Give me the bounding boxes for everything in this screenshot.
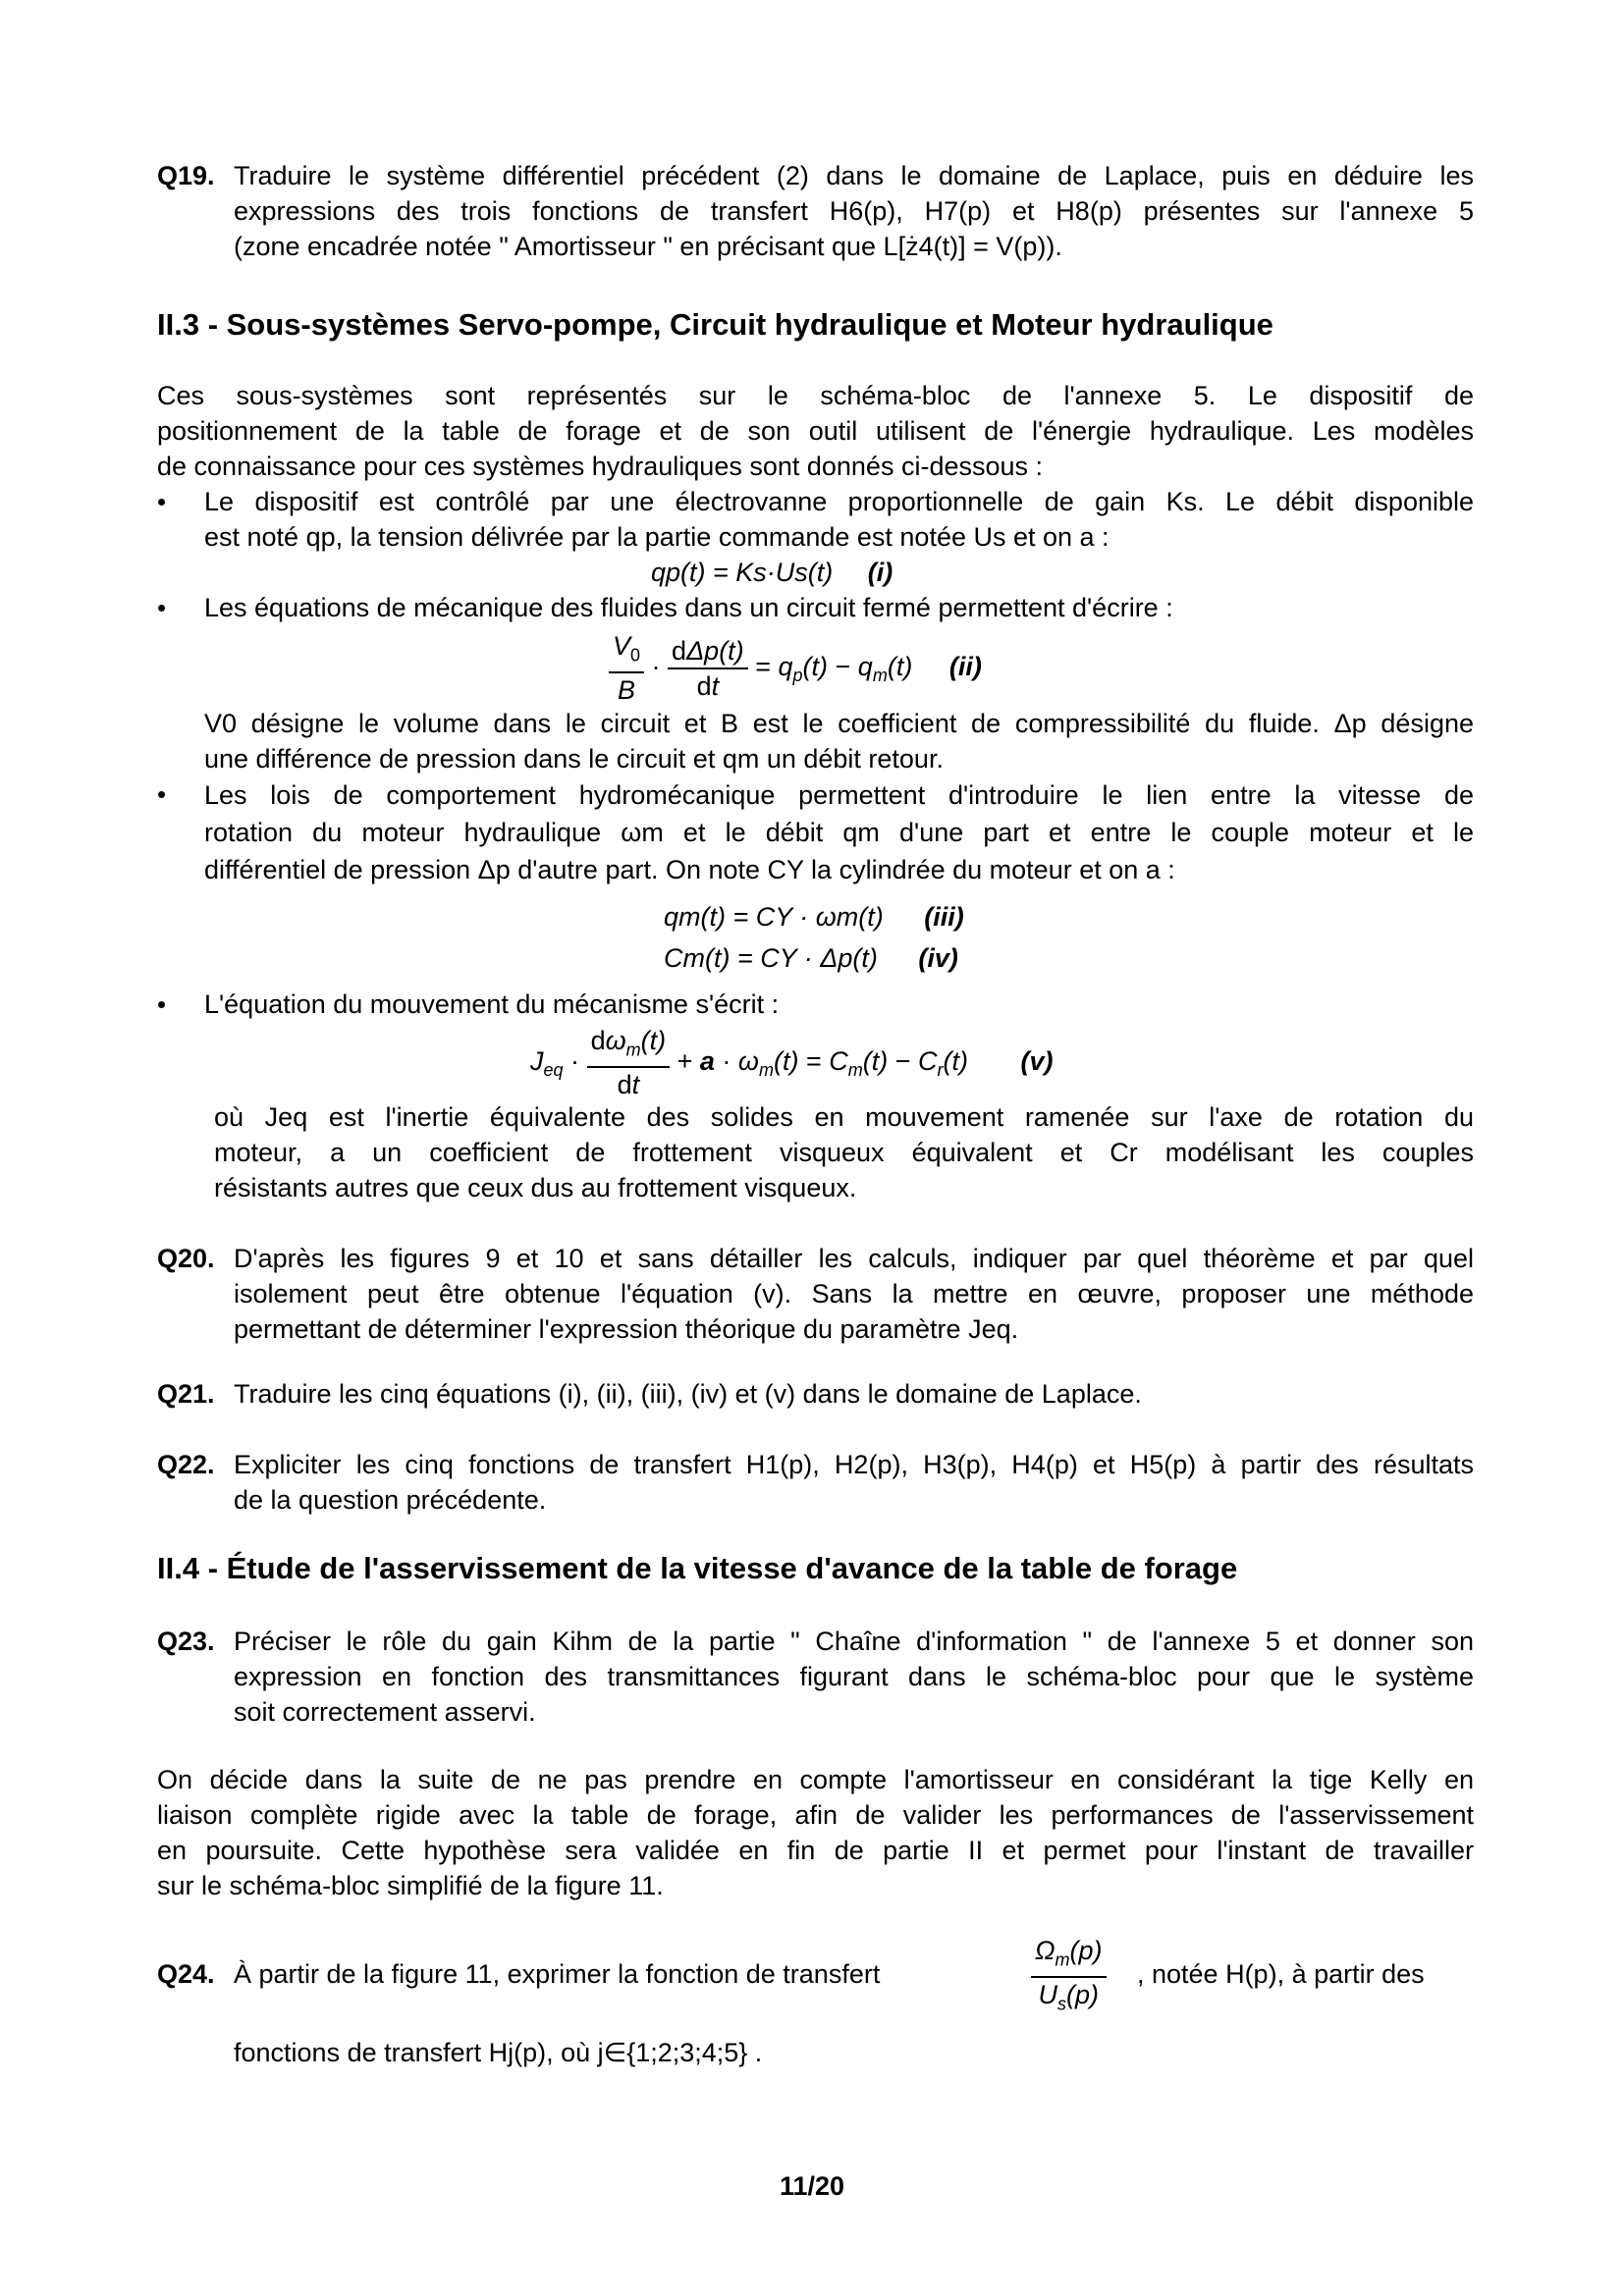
bullet-3-line-2: rotation du moteur hydraulique ωm et le débit qm d'une part et entre le couple moteur et le [204, 818, 1474, 847]
bullet-1-text [204, 484, 1474, 555]
bullet-2-after-line-2: une différence de pression dans le circuit et qm un débit retour. [204, 744, 944, 774]
bullet-4-line-1: L'équation du mouvement du mécanisme s'écrit : [204, 989, 780, 1019]
para-line-4: sur le schéma-bloc simplifié de la figure 11. [157, 1871, 664, 1900]
equation-iii-body: qm(t) = CY · ωm(t) [664, 902, 884, 932]
q21-number: Q21. [157, 1379, 215, 1409]
section-title-ii3: II.3 - Sous-systèmes Servo-pompe, Circuit hydraulique et Moteur hydraulique [157, 307, 1273, 342]
bullet-2-after-line-1: V0 désigne le volume dans le circuit et B est le coefficient de compressibilité du fluide. Δp désigne [204, 709, 1474, 738]
equation-i-body: qp(t) = Ks·Us(t) [651, 558, 834, 587]
equation-i-label: (i) [867, 558, 893, 587]
q19-line-1: Traduire le système différentiel précédent (2) dans le domaine de Laplace, puis en déduire les [234, 161, 1474, 190]
bullet-4-after-line-2: moteur, a un coefficient de frottement visqueux équivalent et Cr modélisant les couples [214, 1138, 1474, 1167]
q23-line-2: expression en fonction des transmittances figurant dans le schéma-bloc pour que le système [234, 1662, 1474, 1691]
q20-number: Q20. [157, 1244, 215, 1273]
equation-ii-label: (ii) [948, 651, 982, 681]
bullet-4-after [214, 1099, 1474, 1205]
q21-line-1: Traduire les cinq équations (i), (ii), (iii), (iv) et (v) dans le domaine de Laplace. [234, 1379, 1142, 1409]
q23-text [234, 1624, 1474, 1730]
bullet-2-after [204, 706, 1474, 776]
intro-paragraph [157, 378, 1474, 484]
bullet-4-after-line-1: où Jeq est l'inertie équivalente des solides en mouvement ramenée sur l'axe de rotation du [214, 1102, 1474, 1132]
fraction-domega-dt: $\frac{d\omega_m(t)}{dt}$ [587, 1024, 671, 1101]
bullet-3-marker: • [157, 779, 167, 809]
q19-number: Q19. [157, 161, 215, 190]
section-title-ii4: II.4 - Étude de l'asservissement de la vitesse d'avance de la table de forage [157, 1551, 1238, 1585]
fraction-omega-us: $\frac{\Omega_m(p)}{U_s(p)}$ [1031, 1934, 1107, 2021]
q20-text [234, 1241, 1474, 1347]
equation-i [651, 555, 893, 590]
bullet-3-line-1: Les lois de comportement hydromécanique permettent d'introduire le lien entre la vitesse de [204, 780, 1474, 810]
q24-number: Q24. [157, 1959, 215, 1989]
bullet-1-line-2: est noté qp, la tension délivrée par la partie commande est notée Us et on a : [204, 522, 1110, 552]
q22-number: Q22. [157, 1450, 215, 1479]
equation-v: $J_{eq}$ · $\frac{d\omega_m(t)}{dt}$ + $a \cdot \omega_m(t) = C_m(t) - C_r(t)$ (v) [530, 1026, 1054, 1100]
equation-iii-label: (iii) [924, 902, 964, 932]
fraction-dp-dt: $\frac{\text{dΔp(t)}}{dt}$ [668, 634, 748, 703]
equation-ii: $\frac{V_0}{B}$ · $\frac{\text{dΔp(t)}}{dt}$ = $q_p(t) - q_m(t)$ (ii) [609, 629, 982, 707]
intro-line-3: de connaissance pour ces systèmes hydrauliques sont donnés ci-dessous : [157, 452, 1044, 481]
equation-iv-body: Cm(t) = CY · Δp(t) [664, 943, 878, 973]
bullet-3-text [204, 776, 1474, 888]
q24-line-2: fonctions de transfert Hj(p), où j∈{1;2;3;4;5} . [234, 2038, 763, 2067]
bullet-3-line-3: différentiel de pression Δp d'autre part. On note CY la cylindrée du moteur et on a : [204, 855, 1175, 884]
equation-iv-label: (iv) [918, 943, 958, 973]
para-line-1: On décide dans la suite de ne pas prendre en compte l'amortisseur en considérant la tige Kelly en [157, 1765, 1474, 1794]
equation-iii [664, 899, 964, 934]
equation-v-label: (v) [1020, 1045, 1054, 1076]
para-line-3: en poursuite. Cette hypothèse sera validée en fin de partie II et permet pour l'instant de travailler [157, 1836, 1474, 1865]
intro-line-2: positionnement de la table de forage et de son outil utilisent de l'énergie hydraulique. Les modèles [157, 416, 1474, 446]
para-line-2: liaison complète rigide avec la table de forage, afin de valider les performances de l'asservissement [157, 1800, 1474, 1830]
bullet-2-marker: • [157, 593, 167, 622]
equation-iv [664, 940, 958, 976]
q22-line-1: Expliciter les cinq fonctions de transfert H1(p), H2(p), H3(p), H4(p) et H5(p) à partir des résultats [234, 1450, 1474, 1479]
q20-line-3: permettant de déterminer l'expression théorique du paramètre Jeq. [234, 1314, 1019, 1344]
q24-fraction [1031, 1934, 1107, 2021]
bullet-2-line-1: Les équations de mécanique des fluides dans un circuit fermé permettent d'écrire : [204, 593, 1173, 622]
q20-line-1: D'après les figures 9 et 10 et sans détailler les calculs, indiquer par quel théorème et par quel [234, 1244, 1474, 1273]
bullet-1-marker: • [157, 487, 167, 516]
bullet-1-line-1: Le dispositif est contrôlé par une électrovanne proportionnelle de gain Ks. Le débit disponible [204, 487, 1474, 516]
q23-line-3: soit correctement asservi. [234, 1697, 536, 1727]
q24-line-1a: À partir de la figure 11, exprimer la fonction de transfert [234, 1959, 881, 1989]
hypothesis-paragraph [157, 1762, 1474, 1903]
q20-line-2: isolement peut être obtenue l'équation (v). Sans la mettre en œuvre, proposer une méthode [234, 1279, 1474, 1308]
q22-line-2: de la question précédente. [234, 1485, 547, 1515]
q22-text [234, 1447, 1474, 1518]
q19-text [234, 158, 1474, 264]
q23-line-1: Préciser le rôle du gain Kihm de la partie " Chaîne d'information " de l'annexe 5 et donner son [234, 1627, 1474, 1656]
fraction-v0-b: $\frac{V_0}{B}$ [609, 629, 644, 707]
page-number: 11/20 [779, 2171, 845, 2201]
bullet-4-marker: • [157, 989, 167, 1019]
intro-line-1: Ces sous-systèmes sont représentés sur le schéma-bloc de l'annexe 5. Le dispositif de [157, 381, 1474, 410]
q23-number: Q23. [157, 1627, 215, 1656]
q19-line-2: expressions des trois fonctions de transfert H6(p), H7(p) et H8(p) présentes sur l'annexe 5 [234, 196, 1474, 226]
q24-line-1b: , notée H(p), à partir des [1137, 1959, 1425, 1989]
bullet-4-after-line-3: résistants autres que ceux dus au frottement visqueux. [214, 1173, 857, 1202]
q19-line-3: (zone encadrée notée " Amortisseur " en précisant que L[ż4(t)] = V(p)). [234, 232, 1062, 261]
